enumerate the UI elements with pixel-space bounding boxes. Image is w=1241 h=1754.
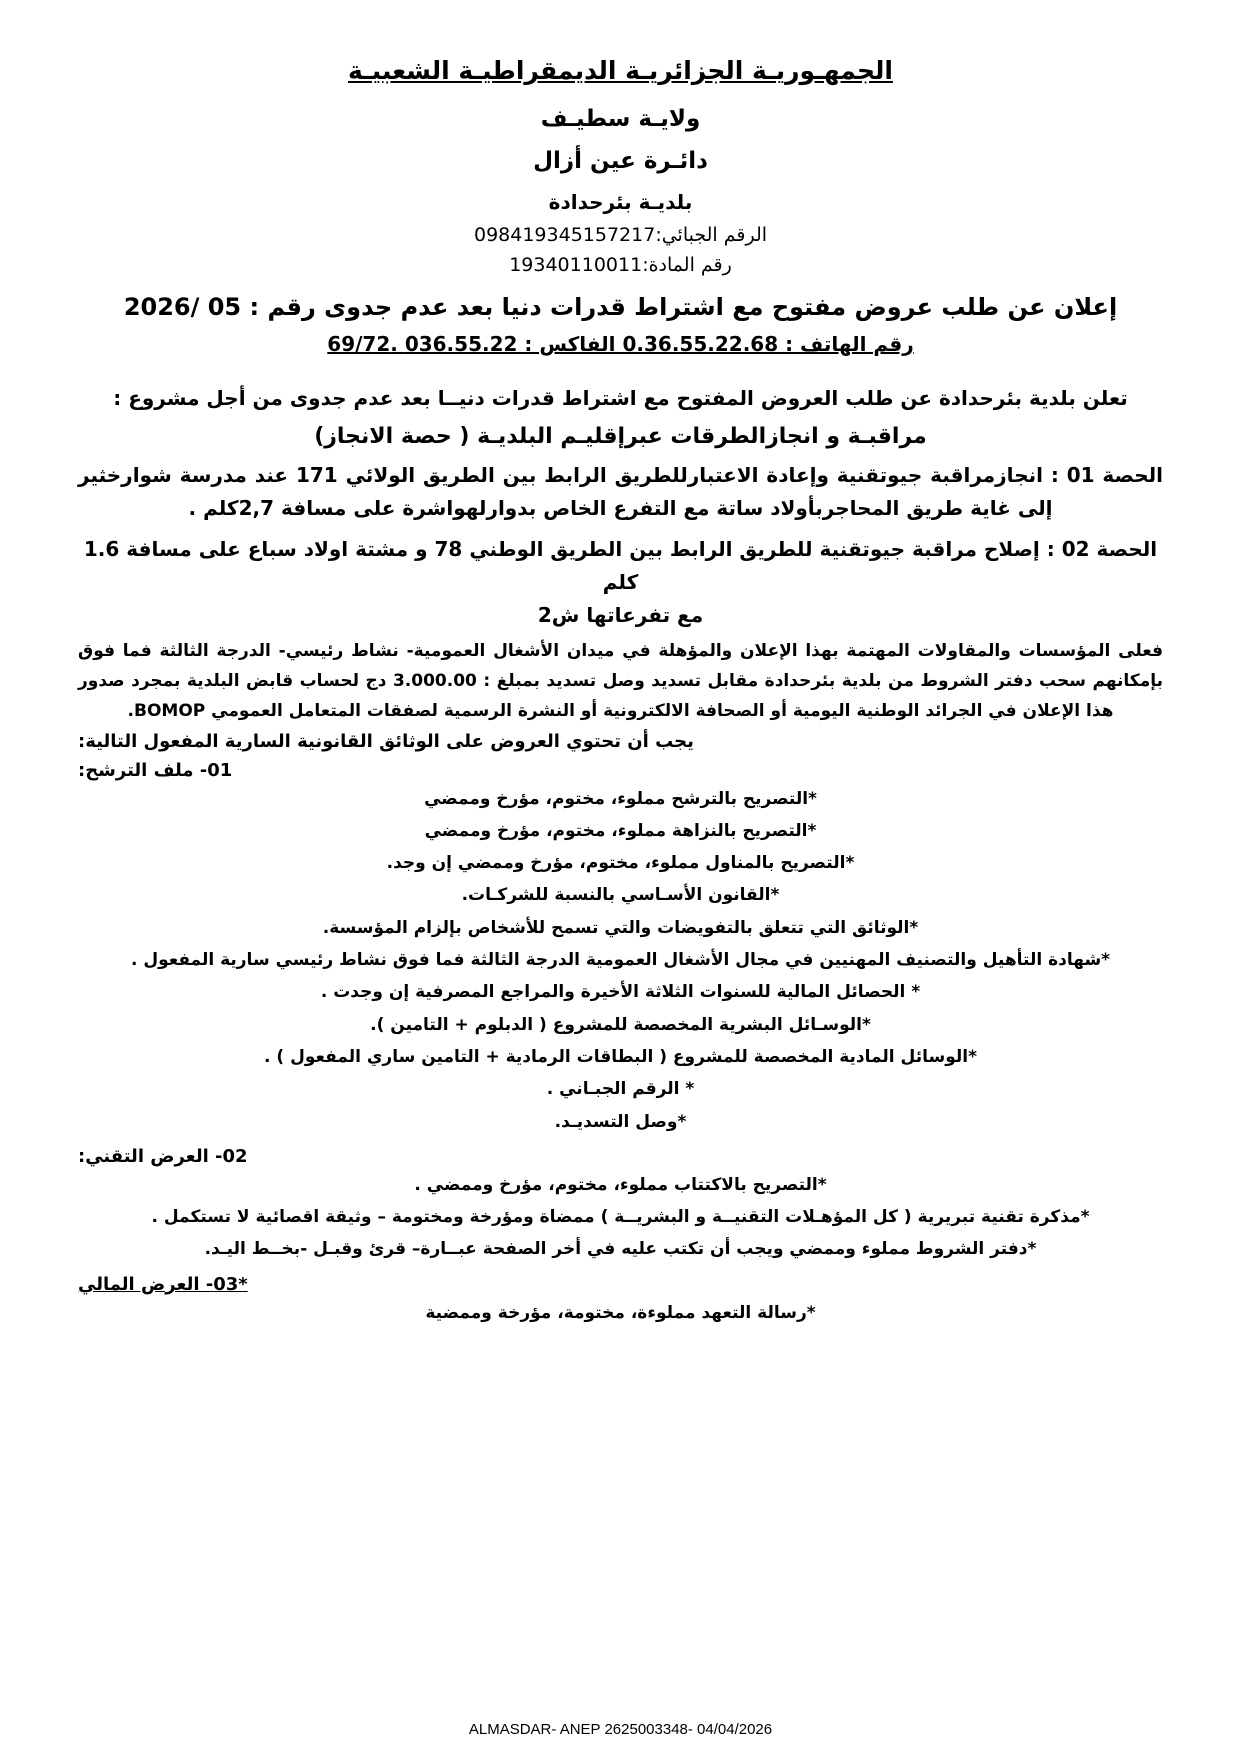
list-item: *التصريح بالنزاهة مملوء، مختوم، مؤرخ وممضي [424, 820, 817, 841]
page-title: الجمهـوريـة الجزائريـة الديمقراطيـة الشعبيـة [348, 56, 893, 85]
announcement-title: إعلان عن طلب عروض مفتوح مع اشتراط قدرات دنيا بعد عدم جدوى رقم : 05 /2026 [123, 292, 1118, 321]
list-item: *التصريح بالمناول مملوء، مختوم، مؤرخ وممضي إن وجد. [386, 853, 855, 874]
list-item: *مذكرة تقنية تبريرية ( كل المؤهـلات التقنيــة و البشريــة ) ممضاة ومؤرخة ومختومة – وثيقة اقصائية لا تستكمل . [151, 1207, 1090, 1228]
list-item: * الحصائل المالية للسنوات الثلاثة الأخيرة والمراجع المصرفية إن وجدت . [320, 982, 921, 1003]
document-footer: ALMASDAR- ANEP 2625003348- 04/04/2026 [468, 1721, 773, 1738]
baladia-line: بلديـة بئرحدادة [548, 189, 693, 214]
list-item: *التصريح بالاكتتاب مملوء، مختوم، مؤرخ وممضي . [414, 1174, 827, 1195]
lot-2-text-cont: مع تفرعاتها ش2 [537, 603, 704, 628]
wilaya-line: ولايـة سطيـف [540, 105, 701, 132]
list-item: *وصل التسديـد. [554, 1111, 687, 1132]
article-number-line: رقم المادة:19340110011 [509, 253, 732, 276]
eligibility-paragraph: فعلى المؤسسات والمقاولات المهتمة بهذا الإعلان والمؤهلة في ميدان الأشغال العمومية- نشاط رئيسي- الدرجة الثالثة فما فوق بإمكانهم سحب دفتر الشروط من بلدية بئرحدادة مقابل تسديد وصل تسديد بمبلغ : 3.000.00 دج لحساب قابض البلدية بمجرد صدور هذا الإعلان في الجرائد الوطنية اليومية أو الصحافة الالكترونية أو النشرة الرسمية لصفقات المتعامل العمومي BOMOP. [78, 641, 1163, 721]
daira-line: دائـرة عين أزال [533, 147, 708, 174]
lot-2-text: الحصة 02 : إصلاح مراقبة جيوتقنية للطريق الرابط بين الطريق الوطني 78 و مشتة اولاد سباع على مسافة 1.6 كلم [83, 537, 1158, 595]
contact-line: رقم الهاتف : 0.36.55.22.68 الفاكس : 036.55.22 .69/72 [327, 332, 914, 357]
list-item: *القانون الأسـاسي بالنسبة للشركـات. [461, 885, 780, 906]
must-contain-line: يجب أن تحتوي العروض على الوثائق القانونية السارية المفعول التالية: [78, 730, 694, 752]
list-item: *الوسائل المادية المخصصة للمشروع ( البطاقات الرمادية + التامين ساري المفعول ) . [264, 1046, 977, 1067]
project-title: مراقبـة و انجازالطرقات عبرإقليـم البلديـة ( حصة الانجاز) [314, 424, 927, 450]
lot-1-text: الحصة 01 : انجازمراقبة جيوتقنية وإعادة الاعتبارللطريق الرابط بين الطريق الولائي 171 عند مدرسة شوارخثير إلى غاية طريق المحاجربأولاد ساتة مع التفرع الخاص بدوارلهواشرة على مسافة 2,7كلم . [78, 463, 1164, 521]
list-item: *شهادة التأهيل والتصنيف المهنيين في مجال الأشغال العمومية الدرجة الثالثة فما فوق نشاط رئيسي سارية المفعول . [130, 950, 1111, 971]
section-3-heading: *03- العرض المالي [78, 1273, 248, 1295]
list-item: *الوسـائل البشرية المخصصة للمشروع ( الدبلوم + التامين ). [370, 1014, 871, 1035]
list-item: *التصريح بالترشح مملوء، مختوم، مؤرخ وممضي [424, 788, 817, 809]
section-1-heading: 01- ملف الترشح: [78, 759, 233, 781]
list-item: *الوثائق التي تتعلق بالتفويضات والتي تسمح للأشخاص بإلزام المؤسسة. [322, 917, 919, 938]
intro-paragraph: تعلن بلدية بئرحدادة عن طلب العروض المفتوح مع اشتراط قدرات دنيــا بعد عدم جدوى من أجل مشروع : [113, 386, 1128, 411]
list-item: * الرقم الجبـاني . [546, 1079, 695, 1100]
list-item: *دفتر الشروط مملوء وممضي ويجب أن تكتب عليه في أخر الصفحة عبــارة– قرئ وقبـل -بخــط اليـد. [204, 1239, 1037, 1260]
tax-id-line: الرقم الجبائي:098419345157217 [473, 223, 768, 246]
section-2-heading: 02- العرض التقني: [78, 1145, 248, 1167]
list-item: *رسالة التعهد مملوءة، مختومة، مؤرخة وممضية [425, 1302, 816, 1323]
